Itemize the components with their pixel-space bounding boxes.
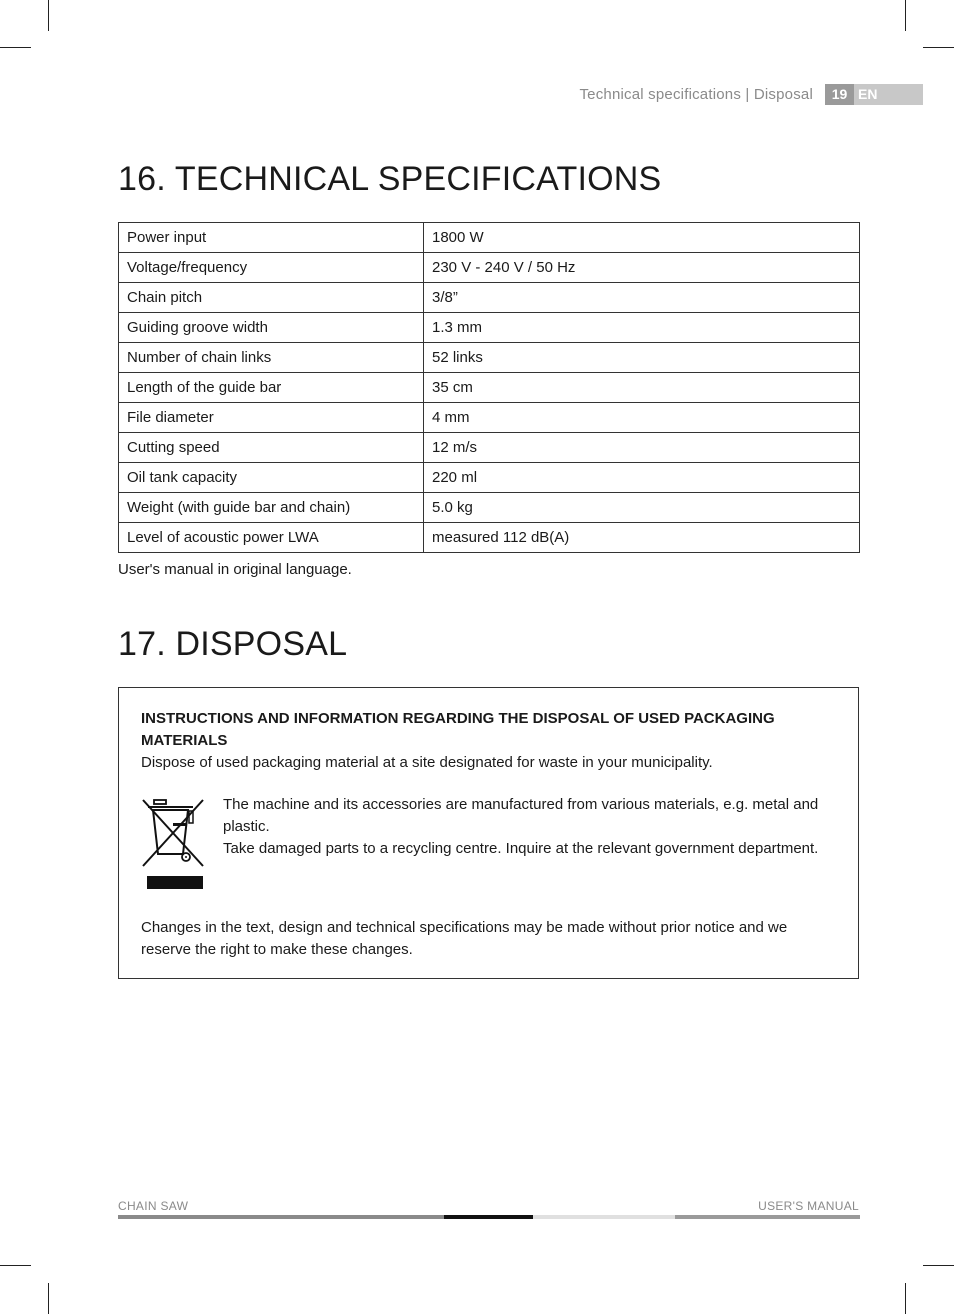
spec-label: Cutting speed <box>119 433 424 463</box>
footer-product: CHAIN SAW <box>118 1199 189 1213</box>
crop-mark <box>48 1283 49 1314</box>
crossed-out-wheelie-bin-icon <box>141 798 207 895</box>
table-row <box>119 523 860 553</box>
crop-mark <box>905 1283 906 1314</box>
spec-label: Weight (with guide bar and chain) <box>119 493 424 523</box>
spec-value: 35 cm <box>424 373 860 403</box>
footer-bar <box>533 1215 675 1219</box>
spec-label: File diameter <box>119 403 424 433</box>
spec-label: Length of the guide bar <box>119 373 424 403</box>
table-row <box>119 313 860 343</box>
crop-mark <box>923 47 954 48</box>
language-note: User's manual in original language. <box>118 561 352 578</box>
table-row <box>119 223 860 253</box>
spec-value: 4 mm <box>424 403 860 433</box>
spec-label: Oil tank capacity <box>119 463 424 493</box>
table-row <box>119 493 860 523</box>
footer-bar <box>118 1215 444 1219</box>
spec-label: Level of acoustic power LWA <box>119 523 424 553</box>
spec-value: 1800 W <box>424 223 860 253</box>
table-row <box>119 463 860 493</box>
table-row <box>119 373 860 403</box>
materials-text: The machine and its accessories are manufactured from various materials, e.g. metal and plastic. <box>223 796 819 835</box>
table-row <box>119 283 860 313</box>
footer-doc-type: USER'S MANUAL <box>758 1199 859 1213</box>
spec-value: 52 links <box>424 343 860 373</box>
crop-mark <box>0 1265 31 1266</box>
spec-value: 220 ml <box>424 463 860 493</box>
spec-label: Number of chain links <box>119 343 424 373</box>
crop-mark <box>905 0 906 31</box>
packaging-instruction: Dispose of used packaging material at a site designated for waste in your municipality. <box>141 754 713 771</box>
footer-bar <box>675 1215 860 1219</box>
disposal-box <box>118 687 859 979</box>
spec-label: Chain pitch <box>119 283 424 313</box>
page-tab <box>825 84 923 105</box>
table-row <box>119 343 860 373</box>
running-header: Technical specifications | Disposal <box>579 86 813 103</box>
spec-value: 1.3 mm <box>424 313 860 343</box>
disposal-box-title: INSTRUCTIONS AND INFORMATION REGARDING THE DISPOSAL OF USED PACKAGING MATERIALS <box>141 710 775 749</box>
spec-value: 5.0 kg <box>424 493 860 523</box>
footer-bar <box>444 1215 533 1219</box>
recycling-text: Take damaged parts to a recycling centre. Inquire at the relevant government department. <box>223 840 819 857</box>
crop-mark <box>0 47 31 48</box>
spec-label: Voltage/frequency <box>119 253 424 283</box>
specs-heading: 16. TECHNICAL SPECIFICATIONS <box>118 160 662 198</box>
disposal-heading: 17. DISPOSAL <box>118 625 348 663</box>
spec-value: 3/8” <box>424 283 860 313</box>
table-row <box>119 433 860 463</box>
spec-value: 12 m/s <box>424 433 860 463</box>
crop-mark <box>48 0 49 31</box>
table-row <box>119 403 860 433</box>
changes-disclaimer: Changes in the text, design and technical specifications may be made without prior notice and we reserve the right to make these changes. <box>141 919 788 958</box>
page-number: 19 <box>825 84 854 105</box>
spec-value: 230 V - 240 V / 50 Hz <box>424 253 860 283</box>
table-row <box>119 253 860 283</box>
spec-label: Power input <box>119 223 424 253</box>
language-label: EN <box>858 86 878 102</box>
specs-table <box>118 222 860 553</box>
crop-mark <box>923 1265 954 1266</box>
spec-value: measured 112 dB(A) <box>424 523 860 553</box>
spec-label: Guiding groove width <box>119 313 424 343</box>
